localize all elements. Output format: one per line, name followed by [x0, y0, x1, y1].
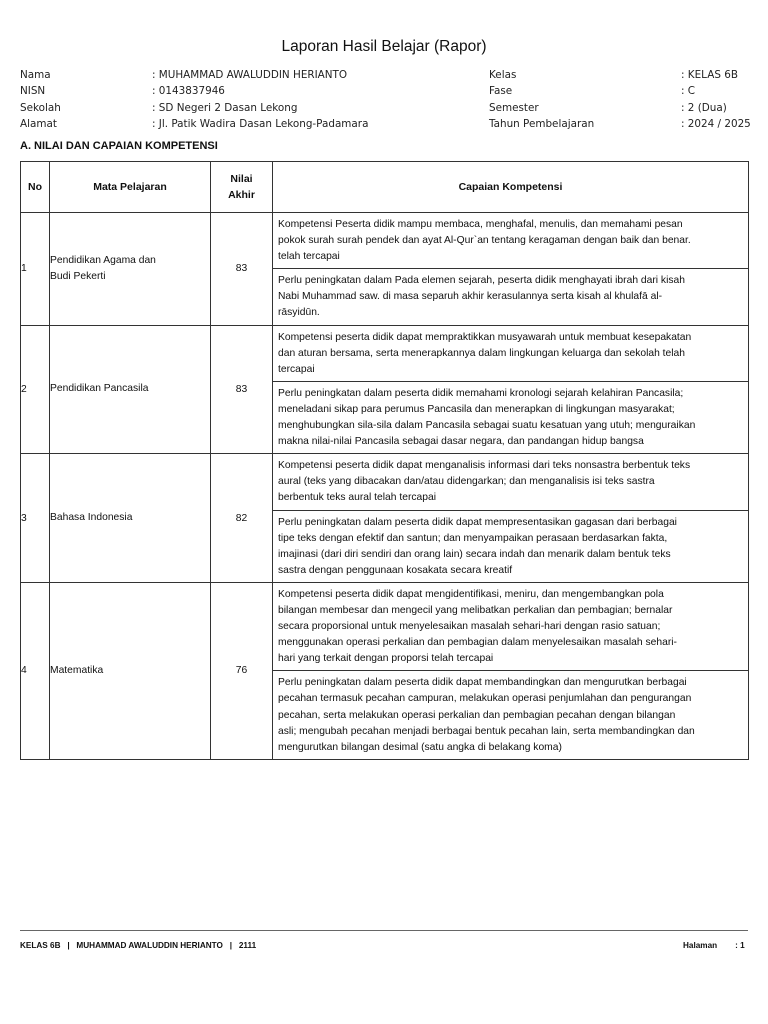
table-row	[21, 582, 749, 759]
info-row-kelas	[489, 67, 751, 83]
info-value: : MUHAMMAD AWALUDDIN HERIANTO	[152, 69, 348, 81]
competency-achieved	[273, 583, 748, 671]
competency-line: Nabi Muhammad saw. di masa separuh akhir kerasulannya serta kisah al khulafā al-	[278, 291, 663, 303]
subject-name	[50, 454, 211, 583]
info-row-fase	[489, 83, 751, 99]
final-score: 76	[211, 582, 273, 759]
competency-line: telah tercapai	[278, 251, 340, 263]
info-row-tahun	[489, 116, 751, 132]
competency-achieved	[273, 326, 748, 382]
header-no: No	[21, 162, 50, 213]
section-a-title: A. NILAI DAN CAPAIAN KOMPETENSI	[20, 140, 218, 152]
info-value: : 2024 / 2025	[681, 117, 751, 130]
student-info-left	[20, 67, 368, 132]
document-title: Laporan Hasil Belajar (Rapor)	[281, 38, 487, 55]
competency-cell	[273, 582, 749, 759]
row-number: 3	[21, 454, 50, 583]
competency-line: mengurutkan bilangan desimal (satu angka di belakang koma)	[278, 741, 562, 753]
competency-improvement	[273, 269, 748, 324]
competency-cell	[273, 325, 749, 454]
competency-line: imajinasi (dari diri sendiri dan orang lain) secara indah dan menarik dalam bentuk teks	[278, 548, 671, 560]
competency-cell	[273, 213, 749, 326]
footer-info: KELAS 6B | MUHAMMAD AWALUDDIN HERIANTO | 2111	[20, 941, 257, 950]
competency-line: menghubungkan sila-sila dalam Pancasila sebagai suatu kesatuan yang utuh; menguraikan	[278, 420, 696, 432]
info-value: : KELAS 6B	[681, 69, 738, 81]
footer-page	[683, 941, 745, 950]
competency-line: meneladani sikap para perumus Pancasila dan menerapkan di lingkungan masyarakat;	[278, 403, 675, 415]
competency-improvement	[273, 511, 748, 582]
info-value: : 2 (Dua)	[681, 101, 727, 114]
info-row-alamat	[20, 116, 368, 132]
info-label: Alamat	[20, 117, 57, 130]
info-value: : Jl. Patik Wadira Dasan Lekong-Padamara	[152, 117, 369, 130]
competency-line: rāsyidūn.	[278, 307, 320, 319]
subject-name-line: Pendidikan Pancasila	[50, 383, 149, 395]
header-nilai-line1: Nilai	[230, 173, 253, 185]
competency-improvement	[273, 382, 748, 453]
competency-line: makna nilai-nilai Pancasila sebagai dasar negara, dan pandangan hidup bangsa	[278, 436, 644, 448]
footer-page-number: : 1	[735, 941, 745, 950]
table-row	[21, 213, 749, 326]
competency-achieved	[273, 454, 748, 510]
row-number: 2	[21, 325, 50, 454]
subject-name-line: Matematika	[50, 664, 104, 676]
competency-line: berbentuk teks aural telah tercapai	[278, 492, 436, 504]
competency-line: Kompetensi Peserta didik mampu membaca, menghafal, menulis, dan memahami pesan	[278, 219, 683, 230]
info-row-sekolah	[20, 100, 368, 116]
row-number: 1	[21, 213, 50, 326]
subject-name-line: Pendidikan Agama dan	[50, 254, 156, 266]
competency-line: secara proporsional untuk menyelesaikan masalah sehari-hari dengan rasio satuan;	[278, 621, 661, 633]
competency-line: Perlu peningkatan dalam peserta didik dapat membandingkan dan mengurutkan berbagai	[278, 677, 687, 689]
info-label: Tahun Pembelajaran	[489, 117, 595, 130]
info-row-nama	[20, 67, 368, 83]
subject-name	[50, 213, 211, 326]
competency-improvement	[273, 671, 748, 758]
competency-line: Perlu peningkatan dalam peserta didik dapat mempresentasikan gagasan dari berbagai	[278, 516, 677, 528]
info-label: Semester	[489, 101, 539, 114]
subject-name-line: Bahasa Indonesia	[50, 512, 133, 524]
student-info-right	[489, 67, 751, 132]
table-row	[21, 325, 749, 454]
table-header-row	[21, 162, 749, 213]
info-label: Nama	[20, 69, 51, 81]
competency-line: bilangan membesar dan mengecil yang melibatkan perkalian dan pembagian; bernalar	[278, 604, 673, 616]
competency-cell	[273, 454, 749, 583]
final-score: 83	[211, 325, 273, 454]
header-mata-pelajaran: Mata Pelajaran	[50, 162, 211, 213]
competency-line: pokok surah surah pendek dan ayat Al-Qur`an tentang keragaman dengan baik dan benar.	[278, 235, 691, 247]
competency-line: Kompetensi peserta didik dapat menganalisis informasi dari teks nonsastra berbentuk teks	[278, 460, 691, 472]
competency-line: sastra dengan penggunaan kosakata secara kreatif	[278, 564, 513, 576]
competency-line: asli; mengubah pecahan menjadi berbagai bentuk pecahan lain, serta membandingkan dan	[278, 725, 695, 737]
subject-name	[50, 582, 211, 759]
header-nilai-line2: Akhir	[228, 189, 255, 201]
info-value: : SD Negeri 2 Dasan Lekong	[152, 101, 298, 114]
competency-line: Perlu peningkatan dalam Pada elemen sejarah, peserta didik menghayati ibrah dari kisah	[278, 275, 685, 287]
competency-line: Kompetensi peserta didik dapat mempraktikkan musyawarah untuk membuat kesepakatan	[278, 331, 692, 343]
competency-line: menggunakan operasi perkalian dan pembagian dalam menyelesaikan masalah sehari-	[278, 637, 677, 649]
info-label: NISN	[20, 85, 46, 98]
info-value: : 0143837946	[152, 85, 225, 98]
header-capaian-kompetensi: Capaian Kompetensi	[273, 162, 749, 213]
competency-line: tipe teks dengan efektif dan santun; dan menyampaikan perasaan berdasarkan fakta,	[278, 532, 668, 544]
subject-name-line: Budi Pekerti	[50, 270, 106, 282]
final-score: 82	[211, 454, 273, 583]
header-nilai-akhir	[211, 162, 273, 213]
competency-line: pecahan, serta melakukan operasi perkalian dan pembagian pecahan dengan bilangan	[278, 709, 676, 721]
info-row-nisn	[20, 83, 368, 99]
info-label: Fase	[489, 85, 513, 98]
competency-line: Perlu peningkatan dalam peserta didik memahami kronologi sejarah kelahiran Pancasila;	[278, 387, 684, 399]
competency-achieved	[273, 213, 748, 269]
info-row-semester	[489, 100, 751, 116]
table-row	[21, 454, 749, 583]
competency-line: hari yang terkait dengan proporsi telah tercapai	[278, 653, 494, 665]
info-label: Kelas	[489, 69, 517, 81]
grades-table	[20, 161, 749, 760]
info-value: : C	[681, 85, 696, 98]
final-score: 83	[211, 213, 273, 326]
competency-line: tercapai	[278, 363, 315, 375]
row-number: 4	[21, 582, 50, 759]
competency-line: aural (teks yang dibacakan dan/atau didengarkan; dan menganalisis isi teks sastra	[278, 476, 655, 488]
subject-name	[50, 325, 211, 454]
table-body	[21, 213, 749, 760]
info-label: Sekolah	[20, 101, 61, 114]
competency-line: dan aturan bersama, serta menerapkannya dalam lingkungan keluarga dan sekolah telah	[278, 347, 685, 359]
competency-line: pecahan termasuk pecahan campuran, melakukan operasi penjumlahan dan pengurangan	[278, 693, 692, 705]
footer-divider	[20, 930, 748, 931]
footer-page-label: Halaman	[683, 941, 718, 950]
competency-line: Kompetensi peserta didik dapat mengidentifikasi, meniru, dan mengembangkan pola	[278, 588, 664, 600]
